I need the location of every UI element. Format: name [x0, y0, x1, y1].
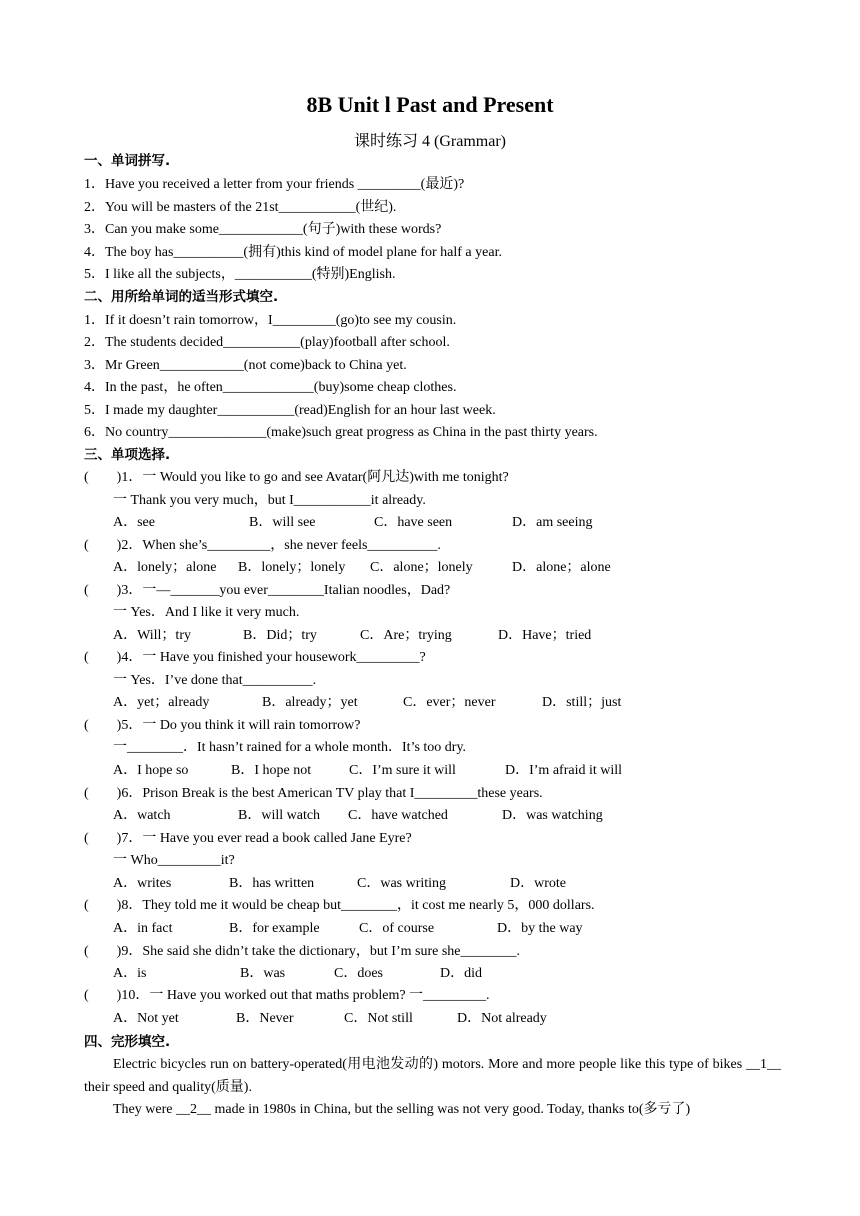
option-d: D．Not already	[457, 1011, 547, 1026]
option-c: C．was writing	[357, 876, 447, 891]
option-d: D．Have；tried	[498, 628, 592, 643]
question-stem: ( )9．She said she didn’t take the dictionary，but I’m sure she________.	[84, 944, 520, 959]
question-stem: ( )10．一 Have you worked out that maths problem? 一_________.	[84, 988, 490, 1003]
spelling-item: 5．I like all the subjects，___________(特别)English.	[84, 267, 396, 282]
option-b: B．has written	[229, 876, 315, 891]
option-a: A．Not yet	[113, 1011, 179, 1026]
option-b: B．lonely；lonely	[238, 560, 346, 575]
section-heading-multiple-choice: 三、单项选择.	[84, 447, 171, 463]
option-d: D．wrote	[510, 876, 566, 891]
option-b: B．for example	[229, 921, 320, 936]
option-a: A．in fact	[113, 921, 173, 936]
question-stem: ( )8．They told me it would be cheap but________，it cost me nearly 5，000 dollars.	[84, 898, 595, 913]
option-a: A．yet；already	[113, 695, 210, 710]
question-stem-line2: 一 Who_________it?	[113, 853, 235, 868]
option-d: D．was watching	[502, 808, 603, 823]
option-b: B．Never	[236, 1011, 294, 1026]
option-b: B．I hope not	[231, 763, 312, 778]
question-stem-line2: 一 Yes．And I like it very much.	[113, 605, 300, 620]
option-c: C．have seen	[374, 515, 453, 530]
page-title: 8B Unit l Past and Present	[306, 92, 554, 117]
option-a: A．I hope so	[113, 763, 189, 778]
option-d: D．still；just	[542, 695, 622, 710]
word-form-item: 4．In the past，he often_____________(buy)some cheap clothes.	[84, 380, 457, 395]
option-d: D．alone；alone	[512, 560, 611, 575]
page-subtitle: 课时练习 4 (Grammar)	[354, 133, 506, 150]
option-b: B．was	[240, 966, 286, 981]
option-d: D．am seeing	[512, 515, 593, 530]
option-a: A．Will；try	[113, 628, 191, 643]
option-c: C．have watched	[348, 808, 448, 823]
option-c: C．Not still	[344, 1011, 413, 1026]
option-c: C．does	[334, 966, 383, 981]
option-a: A．see	[113, 515, 155, 530]
option-b: B．Did；try	[243, 628, 317, 643]
cloze-paragraph-1: Electric bicycles run on battery-operated(用电池发动的) motors. More and more people like this type of bikes __1__ their speed and quality(质量).	[84, 1057, 781, 1095]
option-c: C．ever；never	[403, 695, 496, 710]
question-stem: ( )3．一—_______you ever________Italian noodles，Dad?	[84, 583, 451, 598]
question-stem: ( )2．When she’s_________，she never feels__________.	[84, 538, 441, 553]
section-heading-cloze: 四、完形填空.	[84, 1034, 171, 1050]
option-b: B．will see	[249, 515, 316, 530]
question-stem-line2: 一________．It hasn’t rained for a whole month．It’s too dry.	[113, 740, 467, 755]
question-stem-line2: 一 Yes．I’ve done that__________.	[113, 673, 317, 688]
word-form-item: 5．I made my daughter___________(read)English for an hour last week.	[84, 403, 496, 418]
word-form-item: 2．The students decided___________(play)football after school.	[84, 335, 450, 350]
option-b: B．already；yet	[262, 695, 358, 710]
option-c: C．Are；trying	[360, 628, 452, 643]
spelling-item: 2．You will be masters of the 21st___________(世纪).	[84, 200, 397, 215]
option-a: A．watch	[113, 808, 171, 823]
question-stem-line2: 一 Thank you very much，but I___________it already.	[113, 493, 426, 508]
word-form-item: 6．No country______________(make)such great progress as China in the past thirty years.	[84, 425, 598, 440]
option-a: A．is	[113, 966, 147, 981]
spelling-item: 3．Can you make some____________(句子)with these words?	[84, 222, 442, 237]
option-c: C．alone；lonely	[370, 560, 473, 575]
spelling-item: 4．The boy has__________(拥有)this kind of model plane for half a year.	[84, 245, 502, 260]
option-a: A．writes	[113, 876, 172, 891]
spelling-item: 1．Have you received a letter from your friends _________(最近)?	[84, 177, 465, 192]
option-a: A．lonely；alone	[113, 560, 217, 575]
question-stem: ( )1．一 Would you like to go and see Avatar(阿凡达)with me tonight?	[84, 470, 509, 485]
option-b: B．will watch	[238, 808, 321, 823]
option-d: D．did	[440, 966, 482, 981]
question-stem: ( )7．一 Have you ever read a book called Jane Eyre?	[84, 831, 412, 846]
question-stem: ( )6．Prison Break is the best American TV play that I_________these years.	[84, 786, 543, 801]
option-d: D．by the way	[497, 921, 583, 936]
word-form-item: 1．If it doesn’t rain tomorrow，I_________(go)to see my cousin.	[84, 313, 457, 328]
section-heading-spelling: 一、单词拼写.	[84, 153, 171, 169]
option-c: C．of course	[359, 921, 435, 936]
option-d: D．I’m afraid it will	[505, 763, 623, 778]
section-heading-word-forms: 二、用所给单词的适当形式填空.	[84, 289, 279, 305]
word-form-item: 3．Mr Green____________(not come)back to China yet.	[84, 358, 407, 373]
option-c: C．I’m sure it will	[349, 763, 456, 778]
question-stem: ( )4．一 Have you finished your housework_________?	[84, 650, 426, 665]
question-stem: ( )5．一 Do you think it will rain tomorrow?	[84, 718, 361, 733]
cloze-paragraph-2: They were __2__ made in 1980s in China, but the selling was not very good. Today, thanks to(多亏了)	[113, 1102, 691, 1117]
